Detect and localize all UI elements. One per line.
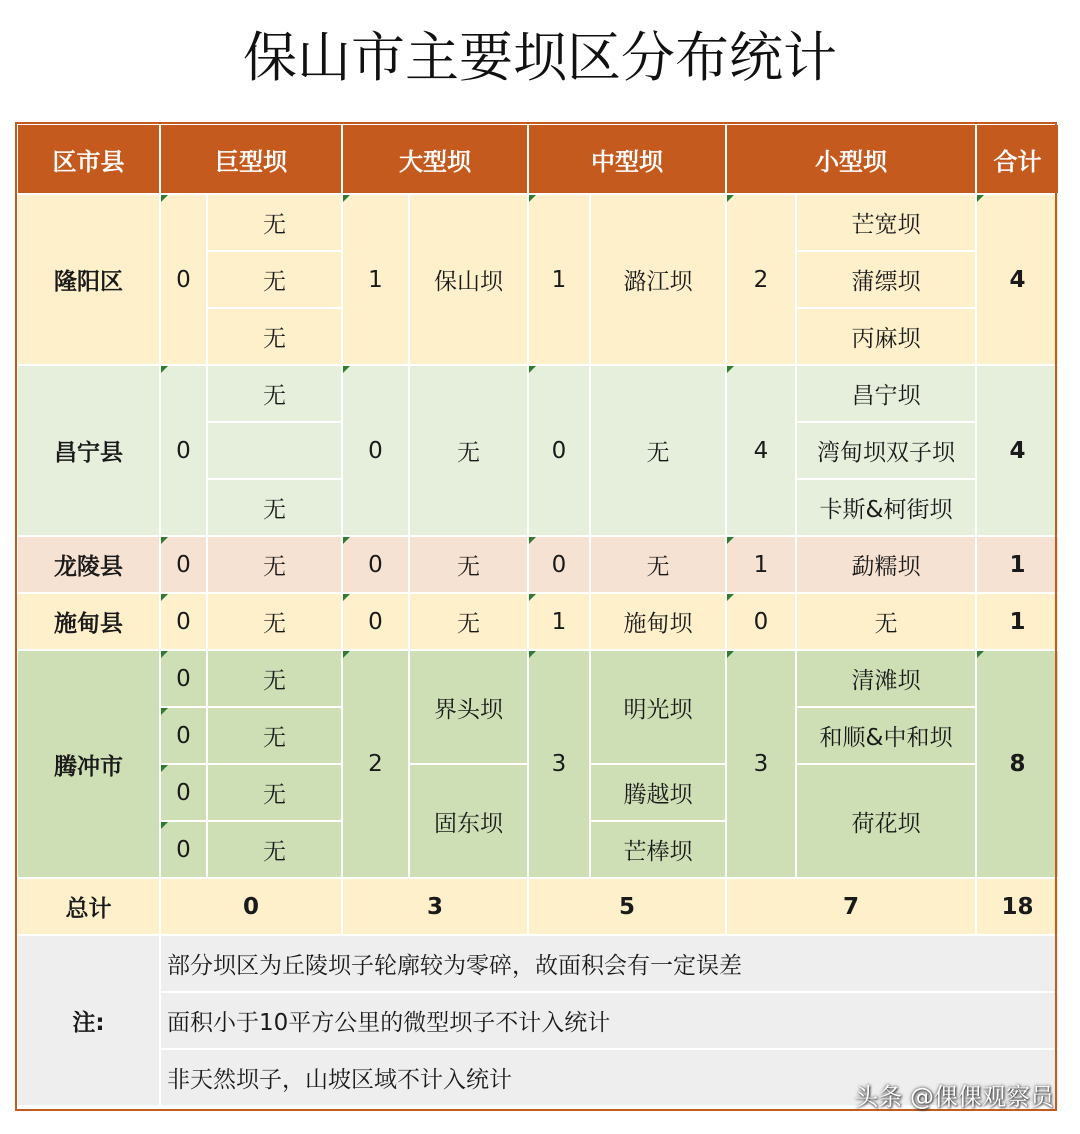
large-count: 2 (342, 650, 409, 878)
row-total: 4 (976, 194, 1059, 365)
table-row (17, 536, 1059, 593)
large-dam-name: 无 (409, 593, 528, 650)
header-giant-dam: 巨型坝 (160, 124, 342, 194)
table-row (17, 194, 1059, 251)
large-count: 0 (342, 365, 409, 536)
medium-count: 0 (528, 365, 590, 536)
medium-dam-name: 施甸坝 (590, 593, 726, 650)
large-count: 0 (342, 536, 409, 593)
small-dam-name: 清滩坝 (796, 650, 976, 707)
large-dam-name: 无 (409, 365, 528, 536)
large-dam-name: 界头坝 (409, 650, 528, 764)
header-large-dam: 大型坝 (342, 124, 528, 194)
large-dam-name: 保山坝 (409, 194, 528, 365)
header-total: 合计 (976, 124, 1059, 194)
giant-count: 0 (160, 536, 207, 593)
large-count: 0 (342, 593, 409, 650)
giant-dam-name: 无 (207, 479, 342, 536)
large-dam-name: 固东坝 (409, 764, 528, 878)
table-row (17, 593, 1059, 650)
giant-dam-name: 无 (207, 536, 342, 593)
giant-dam-name: 无 (207, 308, 342, 365)
giant-dam-name: 无 (207, 764, 342, 821)
small-dam-name: 芒宽坝 (796, 194, 976, 251)
small-count: 4 (726, 365, 796, 536)
row-total: 8 (976, 650, 1059, 878)
dam-statistics-table (16, 123, 1060, 1107)
small-dam-name: 卡斯&柯街坝 (796, 479, 976, 536)
small-count: 3 (726, 650, 796, 878)
large-dam-name: 无 (409, 536, 528, 593)
small-dam-name: 勐糯坝 (796, 536, 976, 593)
small-count: 2 (726, 194, 796, 365)
header-district: 区市县 (17, 124, 160, 194)
medium-count: 1 (528, 194, 590, 365)
table-row (17, 365, 1059, 422)
total-large: 3 (342, 878, 528, 935)
totals-row (17, 878, 1059, 935)
district-name: 龙陵县 (17, 536, 160, 593)
total-giant: 0 (160, 878, 342, 935)
giant-count: 0 (160, 593, 207, 650)
medium-count: 3 (528, 650, 590, 878)
giant-dam-name-empty (207, 422, 342, 479)
small-dam-name: 蒲缥坝 (796, 251, 976, 308)
medium-dam-name: 潞江坝 (590, 194, 726, 365)
small-dam-name: 湾甸坝双子坝 (796, 422, 976, 479)
giant-count: 0 (160, 650, 207, 707)
district-name: 施甸县 (17, 593, 160, 650)
grand-total: 18 (976, 878, 1059, 935)
header-medium-dam: 中型坝 (528, 124, 726, 194)
note-item: 部分坝区为丘陵坝子轮廓较为零碎，故面积会有一定误差 (160, 935, 1059, 992)
giant-dam-name: 无 (207, 650, 342, 707)
small-dam-name: 荷花坝 (796, 764, 976, 878)
giant-count: 0 (160, 194, 207, 365)
total-small: 7 (726, 878, 976, 935)
total-medium: 5 (528, 878, 726, 935)
large-count: 1 (342, 194, 409, 365)
medium-dam-name: 芒棒坝 (590, 821, 726, 878)
table-row (17, 650, 1059, 707)
small-dam-name: 昌宁坝 (796, 365, 976, 422)
small-count: 0 (726, 593, 796, 650)
giant-dam-name: 无 (207, 707, 342, 764)
giant-dam-name: 无 (207, 365, 342, 422)
small-count: 1 (726, 536, 796, 593)
giant-dam-name: 无 (207, 593, 342, 650)
small-dam-name: 和顺&中和坝 (796, 707, 976, 764)
watermark: 头条 @倮倮观察员 (854, 1083, 1054, 1111)
giant-count: 0 (160, 707, 207, 764)
row-total: 1 (976, 593, 1059, 650)
note-item: 面积小于10平方公里的微型坝子不计入统计 (160, 992, 1059, 1049)
giant-count: 0 (160, 365, 207, 536)
medium-count: 0 (528, 536, 590, 593)
giant-count: 0 (160, 764, 207, 821)
giant-dam-name: 无 (207, 821, 342, 878)
row-total: 4 (976, 365, 1059, 536)
medium-dam-name: 无 (590, 536, 726, 593)
totals-label: 总计 (17, 878, 160, 935)
giant-count: 0 (160, 821, 207, 878)
page-title: 保山市主要坝区分布统计 (243, 26, 837, 89)
medium-dam-name: 明光坝 (590, 650, 726, 764)
notes-label: 注: (17, 935, 160, 1106)
district-name: 昌宁县 (17, 365, 160, 536)
district-name: 腾冲市 (17, 650, 160, 878)
medium-dam-name: 腾越坝 (590, 764, 726, 821)
giant-dam-name: 无 (207, 251, 342, 308)
note-row (17, 992, 1059, 1049)
note-item: 非天然坝子，山坡区域不计入统计 (160, 1049, 1059, 1106)
note-row (17, 935, 1059, 992)
header-row (17, 124, 1059, 194)
district-name: 隆阳区 (17, 194, 160, 365)
giant-dam-name: 无 (207, 194, 342, 251)
header-small-dam: 小型坝 (726, 124, 976, 194)
row-total: 1 (976, 536, 1059, 593)
medium-dam-name: 无 (590, 365, 726, 536)
medium-count: 1 (528, 593, 590, 650)
small-dam-name: 丙麻坝 (796, 308, 976, 365)
small-dam-name: 无 (796, 593, 976, 650)
